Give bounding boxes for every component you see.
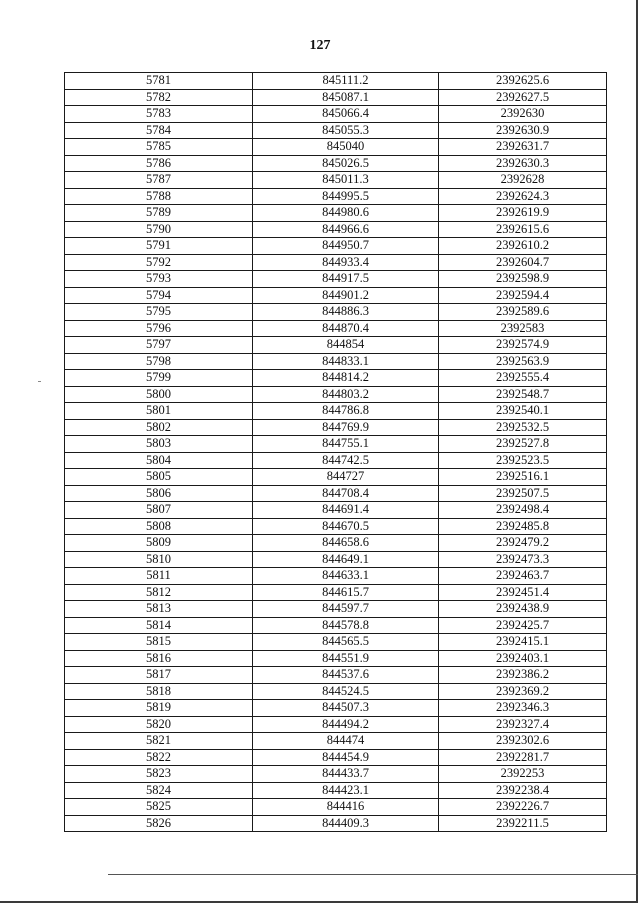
x-coordinate-cell: 844995.5 <box>253 188 439 205</box>
table-row <box>65 370 607 387</box>
point-number-cell: 5793 <box>65 271 253 288</box>
x-coordinate-cell: 844950.7 <box>253 238 439 255</box>
y-coordinate-cell: 2392548.7 <box>439 386 607 403</box>
table-row <box>65 73 607 90</box>
point-number-cell: 5795 <box>65 304 253 321</box>
y-coordinate-cell: 2392498.4 <box>439 502 607 519</box>
y-coordinate-cell: 2392630.3 <box>439 155 607 172</box>
table-row <box>65 304 607 321</box>
point-number-cell: 5825 <box>65 799 253 816</box>
y-coordinate-cell: 2392540.1 <box>439 403 607 420</box>
y-coordinate-cell: 2392589.6 <box>439 304 607 321</box>
table-row <box>65 271 607 288</box>
x-coordinate-cell: 844633.1 <box>253 568 439 585</box>
point-number-cell: 5800 <box>65 386 253 403</box>
x-coordinate-cell: 845111.2 <box>253 73 439 90</box>
table-row <box>65 469 607 486</box>
point-number-cell: 5808 <box>65 518 253 535</box>
x-coordinate-cell: 844433.7 <box>253 766 439 783</box>
table-row <box>65 106 607 123</box>
point-number-cell: 5818 <box>65 683 253 700</box>
x-coordinate-cell: 844727 <box>253 469 439 486</box>
y-coordinate-cell: 2392631.7 <box>439 139 607 156</box>
table-row <box>65 155 607 172</box>
point-number-cell: 5799 <box>65 370 253 387</box>
y-coordinate-cell: 2392253 <box>439 766 607 783</box>
point-number-cell: 5826 <box>65 815 253 832</box>
x-coordinate-cell: 844649.1 <box>253 551 439 568</box>
y-coordinate-cell: 2392438.9 <box>439 601 607 618</box>
point-number-cell: 5815 <box>65 634 253 651</box>
x-coordinate-cell: 844901.2 <box>253 287 439 304</box>
point-number-cell: 5824 <box>65 782 253 799</box>
point-number-cell: 5784 <box>65 122 253 139</box>
x-coordinate-cell: 844742.5 <box>253 452 439 469</box>
x-coordinate-cell: 844980.6 <box>253 205 439 222</box>
x-coordinate-cell: 844578.8 <box>253 617 439 634</box>
table-row <box>65 815 607 832</box>
point-number-cell: 5816 <box>65 650 253 667</box>
point-number-cell: 5786 <box>65 155 253 172</box>
y-coordinate-cell: 2392327.4 <box>439 716 607 733</box>
point-number-cell: 5822 <box>65 749 253 766</box>
y-coordinate-cell: 2392415.1 <box>439 634 607 651</box>
table-row <box>65 733 607 750</box>
table-row <box>65 122 607 139</box>
x-coordinate-cell: 844917.5 <box>253 271 439 288</box>
x-coordinate-cell: 844854 <box>253 337 439 354</box>
y-coordinate-cell: 2392628 <box>439 172 607 189</box>
coordinates-table-body <box>65 73 607 832</box>
table-row <box>65 254 607 271</box>
y-coordinate-cell: 2392563.9 <box>439 353 607 370</box>
table-row <box>65 799 607 816</box>
point-number-cell: 5805 <box>65 469 253 486</box>
y-coordinate-cell: 2392630 <box>439 106 607 123</box>
point-number-cell: 5806 <box>65 485 253 502</box>
x-coordinate-cell: 844933.4 <box>253 254 439 271</box>
point-number-cell: 5804 <box>65 452 253 469</box>
point-number-cell: 5812 <box>65 584 253 601</box>
y-coordinate-cell: 2392302.6 <box>439 733 607 750</box>
table-row <box>65 650 607 667</box>
x-coordinate-cell: 844537.6 <box>253 667 439 684</box>
point-number-cell: 5791 <box>65 238 253 255</box>
table-row <box>65 337 607 354</box>
y-coordinate-cell: 2392615.6 <box>439 221 607 238</box>
point-number-cell: 5783 <box>65 106 253 123</box>
y-coordinate-cell: 2392619.9 <box>439 205 607 222</box>
x-coordinate-cell: 845026.5 <box>253 155 439 172</box>
y-coordinate-cell: 2392624.3 <box>439 188 607 205</box>
table-row <box>65 238 607 255</box>
point-number-cell: 5788 <box>65 188 253 205</box>
y-coordinate-cell: 2392627.5 <box>439 89 607 106</box>
x-coordinate-cell: 844524.5 <box>253 683 439 700</box>
table-row <box>65 419 607 436</box>
table-row <box>65 502 607 519</box>
point-number-cell: 5820 <box>65 716 253 733</box>
y-coordinate-cell: 2392238.4 <box>439 782 607 799</box>
y-coordinate-cell: 2392425.7 <box>439 617 607 634</box>
x-coordinate-cell: 845055.3 <box>253 122 439 139</box>
y-coordinate-cell: 2392532.5 <box>439 419 607 436</box>
coordinates-table <box>64 72 607 832</box>
y-coordinate-cell: 2392346.3 <box>439 700 607 717</box>
y-coordinate-cell: 2392226.7 <box>439 799 607 816</box>
table-row <box>65 403 607 420</box>
page-number: 127 <box>309 38 331 53</box>
x-coordinate-cell: 844769.9 <box>253 419 439 436</box>
table-row <box>65 518 607 535</box>
y-coordinate-cell: 2392281.7 <box>439 749 607 766</box>
point-number-cell: 5781 <box>65 73 253 90</box>
y-coordinate-cell: 2392507.5 <box>439 485 607 502</box>
x-coordinate-cell: 845011.3 <box>253 172 439 189</box>
y-coordinate-cell: 2392451.4 <box>439 584 607 601</box>
table-row <box>65 766 607 783</box>
x-coordinate-cell: 845040 <box>253 139 439 156</box>
y-coordinate-cell: 2392369.2 <box>439 683 607 700</box>
point-number-cell: 5807 <box>65 502 253 519</box>
x-coordinate-cell: 844670.5 <box>253 518 439 535</box>
point-number-cell: 5801 <box>65 403 253 420</box>
table-row <box>65 584 607 601</box>
point-number-cell: 5797 <box>65 337 253 354</box>
table-row <box>65 221 607 238</box>
y-coordinate-cell: 2392555.4 <box>439 370 607 387</box>
x-coordinate-cell: 844565.5 <box>253 634 439 651</box>
point-number-cell: 5798 <box>65 353 253 370</box>
y-coordinate-cell: 2392598.9 <box>439 271 607 288</box>
table-row <box>65 749 607 766</box>
point-number-cell: 5785 <box>65 139 253 156</box>
y-coordinate-cell: 2392473.3 <box>439 551 607 568</box>
point-number-cell: 5789 <box>65 205 253 222</box>
y-coordinate-cell: 2392604.7 <box>439 254 607 271</box>
table-row <box>65 205 607 222</box>
table-row <box>65 601 607 618</box>
x-coordinate-cell: 844409.3 <box>253 815 439 832</box>
y-coordinate-cell: 2392479.2 <box>439 535 607 552</box>
x-coordinate-cell: 844814.2 <box>253 370 439 387</box>
y-coordinate-cell: 2392523.5 <box>439 452 607 469</box>
point-number-cell: 5802 <box>65 419 253 436</box>
x-coordinate-cell: 844833.1 <box>253 353 439 370</box>
table-row <box>65 436 607 453</box>
point-number-cell: 5823 <box>65 766 253 783</box>
table-row <box>65 485 607 502</box>
x-coordinate-cell: 844551.9 <box>253 650 439 667</box>
x-coordinate-cell: 844494.2 <box>253 716 439 733</box>
x-coordinate-cell: 844786.8 <box>253 403 439 420</box>
y-coordinate-cell: 2392485.8 <box>439 518 607 535</box>
margin-mark <box>38 381 41 382</box>
table-row <box>65 634 607 651</box>
x-coordinate-cell: 844870.4 <box>253 320 439 337</box>
point-number-cell: 5810 <box>65 551 253 568</box>
x-coordinate-cell: 844886.3 <box>253 304 439 321</box>
point-number-cell: 5782 <box>65 89 253 106</box>
y-coordinate-cell: 2392516.1 <box>439 469 607 486</box>
table-row <box>65 452 607 469</box>
point-number-cell: 5813 <box>65 601 253 618</box>
y-coordinate-cell: 2392610.2 <box>439 238 607 255</box>
table-row <box>65 172 607 189</box>
y-coordinate-cell: 2392625.6 <box>439 73 607 90</box>
table-row <box>65 716 607 733</box>
x-coordinate-cell: 844423.1 <box>253 782 439 799</box>
y-coordinate-cell: 2392630.9 <box>439 122 607 139</box>
table-row <box>65 320 607 337</box>
point-number-cell: 5821 <box>65 733 253 750</box>
table-row <box>65 551 607 568</box>
table-row <box>65 782 607 799</box>
table-row <box>65 353 607 370</box>
y-coordinate-cell: 2392527.8 <box>439 436 607 453</box>
x-coordinate-cell: 844691.4 <box>253 502 439 519</box>
table-row <box>65 667 607 684</box>
point-number-cell: 5790 <box>65 221 253 238</box>
point-number-cell: 5819 <box>65 700 253 717</box>
point-number-cell: 5787 <box>65 172 253 189</box>
y-coordinate-cell: 2392574.9 <box>439 337 607 354</box>
x-coordinate-cell: 844416 <box>253 799 439 816</box>
y-coordinate-cell: 2392583 <box>439 320 607 337</box>
point-number-cell: 5814 <box>65 617 253 634</box>
x-coordinate-cell: 844454.9 <box>253 749 439 766</box>
point-number-cell: 5817 <box>65 667 253 684</box>
x-coordinate-cell: 844708.4 <box>253 485 439 502</box>
x-coordinate-cell: 845087.1 <box>253 89 439 106</box>
x-coordinate-cell: 844658.6 <box>253 535 439 552</box>
table-row <box>65 535 607 552</box>
y-coordinate-cell: 2392386.2 <box>439 667 607 684</box>
point-number-cell: 5796 <box>65 320 253 337</box>
point-number-cell: 5792 <box>65 254 253 271</box>
x-coordinate-cell: 844966.6 <box>253 221 439 238</box>
point-number-cell: 5794 <box>65 287 253 304</box>
table-row <box>65 568 607 585</box>
y-coordinate-cell: 2392463.7 <box>439 568 607 585</box>
point-number-cell: 5803 <box>65 436 253 453</box>
table-row <box>65 386 607 403</box>
x-coordinate-cell: 844615.7 <box>253 584 439 601</box>
point-number-cell: 5811 <box>65 568 253 585</box>
x-coordinate-cell: 844755.1 <box>253 436 439 453</box>
table-row <box>65 287 607 304</box>
x-coordinate-cell: 844474 <box>253 733 439 750</box>
table-row <box>65 683 607 700</box>
y-coordinate-cell: 2392211.5 <box>439 815 607 832</box>
table-row <box>65 700 607 717</box>
x-coordinate-cell: 844803.2 <box>253 386 439 403</box>
x-coordinate-cell: 845066.4 <box>253 106 439 123</box>
y-coordinate-cell: 2392403.1 <box>439 650 607 667</box>
table-row <box>65 139 607 156</box>
table-row <box>65 188 607 205</box>
table-row <box>65 617 607 634</box>
x-coordinate-cell: 844597.7 <box>253 601 439 618</box>
table-row <box>65 89 607 106</box>
point-number-cell: 5809 <box>65 535 253 552</box>
x-coordinate-cell: 844507.3 <box>253 700 439 717</box>
y-coordinate-cell: 2392594.4 <box>439 287 607 304</box>
bottom-rule <box>108 874 638 875</box>
